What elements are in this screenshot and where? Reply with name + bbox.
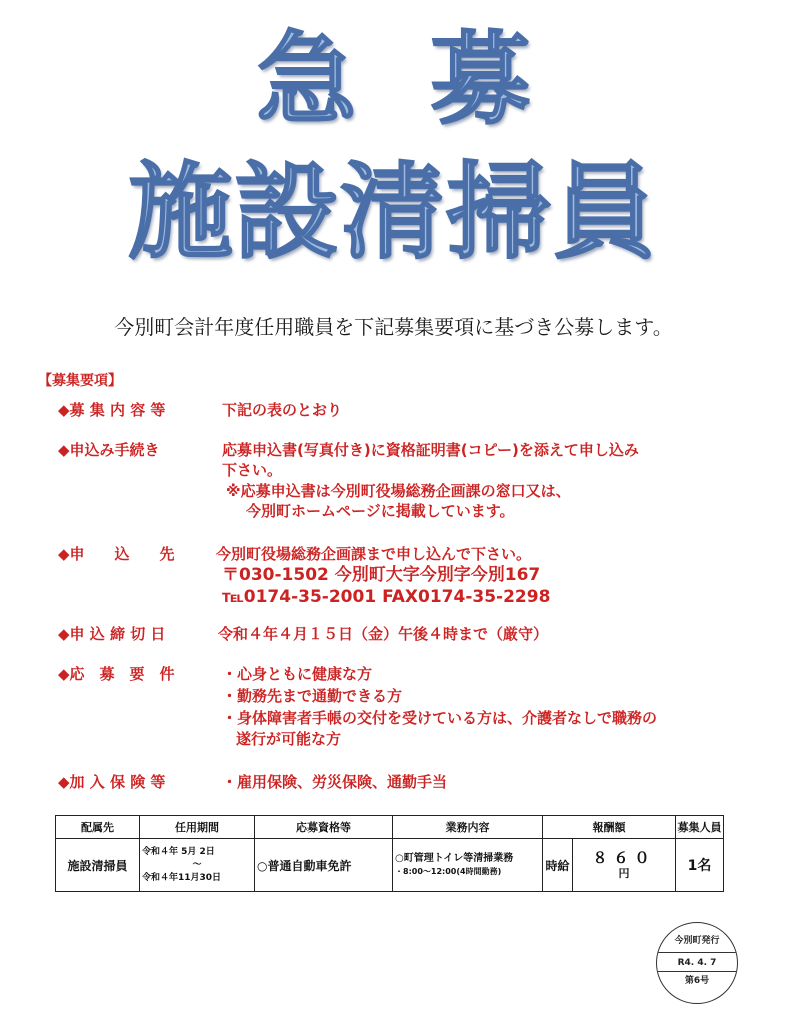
stamp-date: R4. 4. 7 — [657, 952, 737, 972]
issue-stamp — [656, 922, 738, 1004]
item-value-procedure-note-2: 今別町ホームページに掲載しています。 — [246, 502, 515, 520]
title-line-2: 施設清掃員 — [128, 151, 659, 273]
period-start: 令和４年 5月 2日 — [142, 846, 215, 857]
item-label-destination: ◆申 込 先 — [58, 545, 175, 563]
pay-unit: 円 — [618, 867, 630, 880]
item-value-content: 下記の表のとおり — [222, 401, 343, 419]
section-heading: 【募集要項】 — [38, 373, 122, 389]
stamp-number: 第6号 — [684, 976, 710, 986]
item-label-requirements: ◆応 募 要 件 — [58, 665, 175, 683]
item-value-procedure-1: 応募申込書(写真付き)に資格証明書(コピー)を添えて申し込み — [222, 441, 639, 459]
title-line-1: 急募 — [256, 21, 605, 138]
period-end: 令和４年11月30日 — [142, 872, 222, 883]
duties-line-2: ・8:00～12:00(4時間勤務) — [395, 867, 502, 876]
item-value-requirement-1: ・心身ともに健康な方 — [222, 665, 373, 683]
item-label-content: ◆募 集 内 容 等 — [58, 401, 166, 419]
header-duties: 業務内容 — [393, 816, 543, 839]
item-value-address: 〒030-1502 今別町大字今別字今別167 — [222, 565, 541, 585]
header-department: 配属先 — [56, 816, 140, 839]
item-value-insurance: ・雇用保険、労災保険、通勤手当 — [222, 773, 448, 791]
header-qualification: 応募資格等 — [255, 816, 393, 839]
item-value-deadline: 令和４年４月１５日（金）午後４時まで（厳守） — [218, 625, 549, 643]
duties-line-1: ○町管理トイレ等清掃業務 — [395, 853, 514, 864]
item-label-insurance: ◆加 入 保 険 等 — [58, 773, 166, 791]
table-row — [56, 839, 724, 892]
cell-pay-type: 時給 — [543, 839, 573, 892]
cell-department: 施設清掃員 — [56, 839, 140, 892]
header-period: 任用期間 — [140, 816, 255, 839]
item-value-phone-fax: ℡0174-35-2001 FAX0174-35-2298 — [222, 587, 551, 607]
cell-pay-amount — [573, 839, 676, 892]
header-pay: 報酬額 — [543, 816, 676, 839]
item-value-requirement-3: ・身体障害者手帳の交付を受けている方は、介護者なしで職務の — [222, 709, 658, 727]
pay-amount: ８６０ — [592, 849, 656, 867]
item-value-requirement-2: ・勤務先まで通勤できる方 — [222, 687, 403, 705]
period-separator: ～ — [192, 859, 202, 870]
cell-period — [140, 839, 255, 892]
item-label-deadline: ◆申 込 締 切 日 — [58, 625, 166, 643]
item-value-destination-1: 今別町役場総務企画課まで申し込んで下さい。 — [216, 545, 532, 563]
recruitment-table — [55, 815, 724, 892]
item-value-requirement-4: 遂行が可能な方 — [236, 730, 342, 748]
item-value-procedure-note-1: ※応募申込書は今別町役場総務企画課の窓口又は、 — [226, 482, 571, 500]
header-headcount: 募集人員 — [676, 816, 724, 839]
table-header-row — [56, 816, 724, 839]
item-label-procedure: ◆申込み手続き — [58, 441, 160, 459]
cell-headcount: 1名 — [676, 839, 724, 892]
item-value-procedure-2: 下さい。 — [222, 461, 283, 479]
stamp-issuer: 今別町発行 — [674, 936, 720, 946]
cell-qualification: ○普通自動車免許 — [255, 839, 393, 892]
intro-text: 今別町会計年度任用職員を下記募集要項に基づき公募します。 — [114, 315, 673, 339]
cell-duties — [393, 839, 543, 892]
